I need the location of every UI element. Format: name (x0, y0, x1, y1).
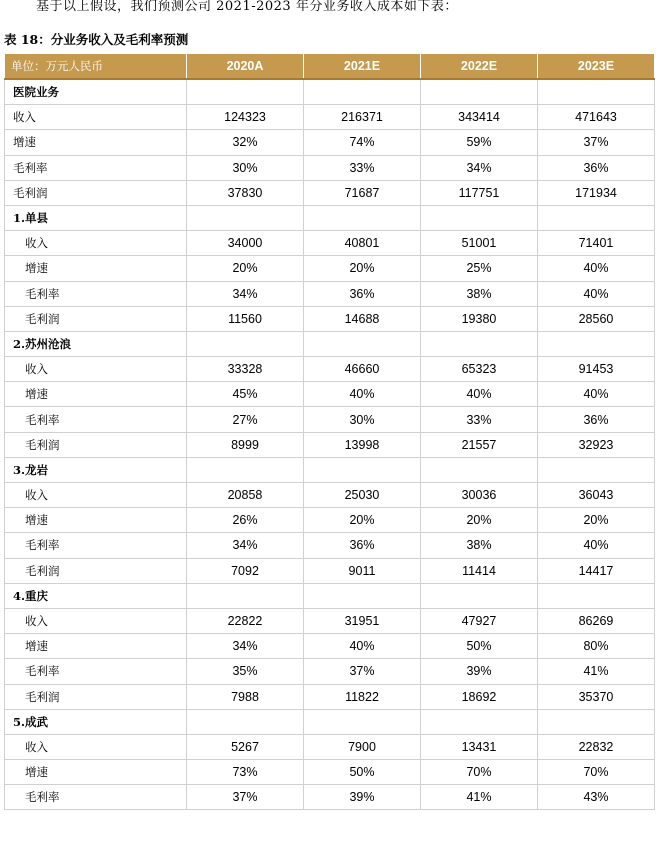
year-header-2022e: 2022E (421, 54, 538, 80)
empty-cell (187, 583, 304, 608)
value-cell: 71687 (304, 180, 421, 205)
empty-cell (304, 583, 421, 608)
empty-cell (538, 457, 655, 482)
value-cell: 11560 (187, 306, 304, 331)
row-label: 毛利率 (5, 785, 187, 810)
value-cell: 40% (421, 382, 538, 407)
value-cell: 32% (187, 130, 304, 155)
value-cell: 50% (304, 760, 421, 785)
value-cell: 37% (304, 659, 421, 684)
value-cell: 14417 (538, 558, 655, 583)
value-cell: 22822 (187, 608, 304, 633)
value-cell: 41% (421, 785, 538, 810)
value-cell: 36043 (538, 483, 655, 508)
empty-cell (538, 79, 655, 105)
value-cell: 22832 (538, 734, 655, 759)
value-cell: 30% (304, 407, 421, 432)
value-cell: 50% (421, 634, 538, 659)
value-cell: 40% (538, 382, 655, 407)
value-cell: 18692 (421, 684, 538, 709)
table-row (5, 734, 655, 759)
value-cell: 19380 (421, 306, 538, 331)
value-cell: 86269 (538, 608, 655, 633)
value-cell: 20% (187, 256, 304, 281)
value-cell: 27% (187, 407, 304, 432)
value-cell: 70% (538, 760, 655, 785)
value-cell: 33% (304, 155, 421, 180)
table-row (5, 231, 655, 256)
value-cell: 36% (538, 155, 655, 180)
empty-cell (304, 709, 421, 734)
value-cell: 11414 (421, 558, 538, 583)
table-row (5, 407, 655, 432)
section-label: 医院业务 (5, 79, 187, 105)
row-label: 增速 (5, 760, 187, 785)
value-cell: 41% (538, 659, 655, 684)
table-caption: 表 18：分业务收入及毛利率预测 (4, 32, 189, 47)
value-cell: 20% (421, 508, 538, 533)
row-label: 收入 (5, 734, 187, 759)
empty-cell (421, 79, 538, 105)
row-label: 收入 (5, 608, 187, 633)
year-header-2020a: 2020A (187, 54, 304, 80)
section-row (5, 79, 655, 105)
empty-cell (304, 79, 421, 105)
value-cell: 471643 (538, 105, 655, 130)
table-row (5, 785, 655, 810)
value-cell: 32923 (538, 432, 655, 457)
table-row (5, 659, 655, 684)
empty-cell (421, 583, 538, 608)
table-row (5, 382, 655, 407)
section-row (5, 457, 655, 482)
row-label: 增速 (5, 508, 187, 533)
value-cell: 43% (538, 785, 655, 810)
table-row (5, 608, 655, 633)
table-row (5, 483, 655, 508)
section-label: 3.龙岩 (5, 457, 187, 482)
empty-cell (421, 457, 538, 482)
value-cell: 74% (304, 130, 421, 155)
row-label: 收入 (5, 231, 187, 256)
table-row (5, 760, 655, 785)
value-cell: 34000 (187, 231, 304, 256)
value-cell: 40% (538, 533, 655, 558)
value-cell: 45% (187, 382, 304, 407)
row-label: 毛利润 (5, 558, 187, 583)
empty-cell (421, 709, 538, 734)
empty-cell (304, 205, 421, 230)
section-label: 1.单县 (5, 205, 187, 230)
row-label: 增速 (5, 256, 187, 281)
value-cell: 40% (538, 256, 655, 281)
table-row (5, 155, 655, 180)
value-cell: 28560 (538, 306, 655, 331)
row-label: 毛利率 (5, 281, 187, 306)
intro-paragraph: 基于以上假设，我们预测公司 2021-2023 年分业务收入成本如下表： (36, 0, 458, 14)
value-cell: 73% (187, 760, 304, 785)
value-cell: 117751 (421, 180, 538, 205)
value-cell: 38% (421, 281, 538, 306)
value-cell: 20% (304, 256, 421, 281)
empty-cell (304, 457, 421, 482)
table-row (5, 130, 655, 155)
value-cell: 40% (304, 634, 421, 659)
value-cell: 40% (538, 281, 655, 306)
value-cell: 20% (304, 508, 421, 533)
table-row (5, 634, 655, 659)
value-cell: 33328 (187, 357, 304, 382)
empty-cell (421, 205, 538, 230)
empty-cell (304, 331, 421, 356)
table-row (5, 508, 655, 533)
value-cell: 124323 (187, 105, 304, 130)
value-cell: 20% (538, 508, 655, 533)
value-cell: 343414 (421, 105, 538, 130)
section-label: 2.苏州沧浪 (5, 331, 187, 356)
table-row (5, 533, 655, 558)
value-cell: 21557 (421, 432, 538, 457)
section-label: 5.成武 (5, 709, 187, 734)
value-cell: 30036 (421, 483, 538, 508)
section-row (5, 205, 655, 230)
section-row (5, 583, 655, 608)
table-row (5, 105, 655, 130)
year-header-2021e: 2021E (304, 54, 421, 80)
table-row (5, 281, 655, 306)
value-cell: 33% (421, 407, 538, 432)
value-cell: 171934 (538, 180, 655, 205)
value-cell: 36% (304, 533, 421, 558)
row-label: 毛利润 (5, 432, 187, 457)
table-row (5, 558, 655, 583)
unit-header: 单位：万元人民币 (5, 54, 187, 80)
row-label: 增速 (5, 130, 187, 155)
value-cell: 25% (421, 256, 538, 281)
table-row (5, 306, 655, 331)
section-row (5, 709, 655, 734)
value-cell: 20858 (187, 483, 304, 508)
empty-cell (538, 709, 655, 734)
value-cell: 39% (304, 785, 421, 810)
value-cell: 25030 (304, 483, 421, 508)
table-row (5, 180, 655, 205)
table-row (5, 357, 655, 382)
value-cell: 37% (187, 785, 304, 810)
table-row (5, 684, 655, 709)
row-label: 收入 (5, 357, 187, 382)
value-cell: 70% (421, 760, 538, 785)
value-cell: 9011 (304, 558, 421, 583)
value-cell: 51001 (421, 231, 538, 256)
empty-cell (538, 583, 655, 608)
value-cell: 40% (304, 382, 421, 407)
value-cell: 8999 (187, 432, 304, 457)
value-cell: 31951 (304, 608, 421, 633)
value-cell: 71401 (538, 231, 655, 256)
value-cell: 39% (421, 659, 538, 684)
row-label: 毛利率 (5, 659, 187, 684)
value-cell: 30% (187, 155, 304, 180)
empty-cell (187, 709, 304, 734)
value-cell: 26% (187, 508, 304, 533)
value-cell: 37% (538, 130, 655, 155)
empty-cell (187, 331, 304, 356)
value-cell: 34% (187, 634, 304, 659)
empty-cell (187, 79, 304, 105)
row-label: 毛利润 (5, 306, 187, 331)
value-cell: 37830 (187, 180, 304, 205)
section-row (5, 331, 655, 356)
section-label: 4.重庆 (5, 583, 187, 608)
value-cell: 65323 (421, 357, 538, 382)
value-cell: 36% (538, 407, 655, 432)
row-label: 收入 (5, 483, 187, 508)
value-cell: 38% (421, 533, 538, 558)
value-cell: 216371 (304, 105, 421, 130)
value-cell: 47927 (421, 608, 538, 633)
row-label: 毛利率 (5, 407, 187, 432)
year-header-2023e: 2023E (538, 54, 655, 80)
table-row (5, 256, 655, 281)
table-body (5, 79, 655, 810)
value-cell: 40801 (304, 231, 421, 256)
empty-cell (187, 457, 304, 482)
row-label: 增速 (5, 382, 187, 407)
value-cell: 46660 (304, 357, 421, 382)
value-cell: 13998 (304, 432, 421, 457)
value-cell: 35370 (538, 684, 655, 709)
row-label: 收入 (5, 105, 187, 130)
revenue-forecast-table (4, 53, 655, 810)
value-cell: 59% (421, 130, 538, 155)
empty-cell (187, 205, 304, 230)
value-cell: 34% (187, 533, 304, 558)
value-cell: 13431 (421, 734, 538, 759)
value-cell: 14688 (304, 306, 421, 331)
value-cell: 7900 (304, 734, 421, 759)
value-cell: 91453 (538, 357, 655, 382)
value-cell: 34% (187, 281, 304, 306)
value-cell: 36% (304, 281, 421, 306)
row-label: 增速 (5, 634, 187, 659)
row-label: 毛利率 (5, 155, 187, 180)
row-label: 毛利润 (5, 180, 187, 205)
table-row (5, 432, 655, 457)
value-cell: 7988 (187, 684, 304, 709)
row-label: 毛利润 (5, 684, 187, 709)
empty-cell (538, 331, 655, 356)
value-cell: 11822 (304, 684, 421, 709)
empty-cell (538, 205, 655, 230)
value-cell: 5267 (187, 734, 304, 759)
value-cell: 7092 (187, 558, 304, 583)
value-cell: 34% (421, 155, 538, 180)
empty-cell (421, 331, 538, 356)
row-label: 毛利率 (5, 533, 187, 558)
table-header-row (5, 54, 655, 80)
value-cell: 35% (187, 659, 304, 684)
value-cell: 80% (538, 634, 655, 659)
